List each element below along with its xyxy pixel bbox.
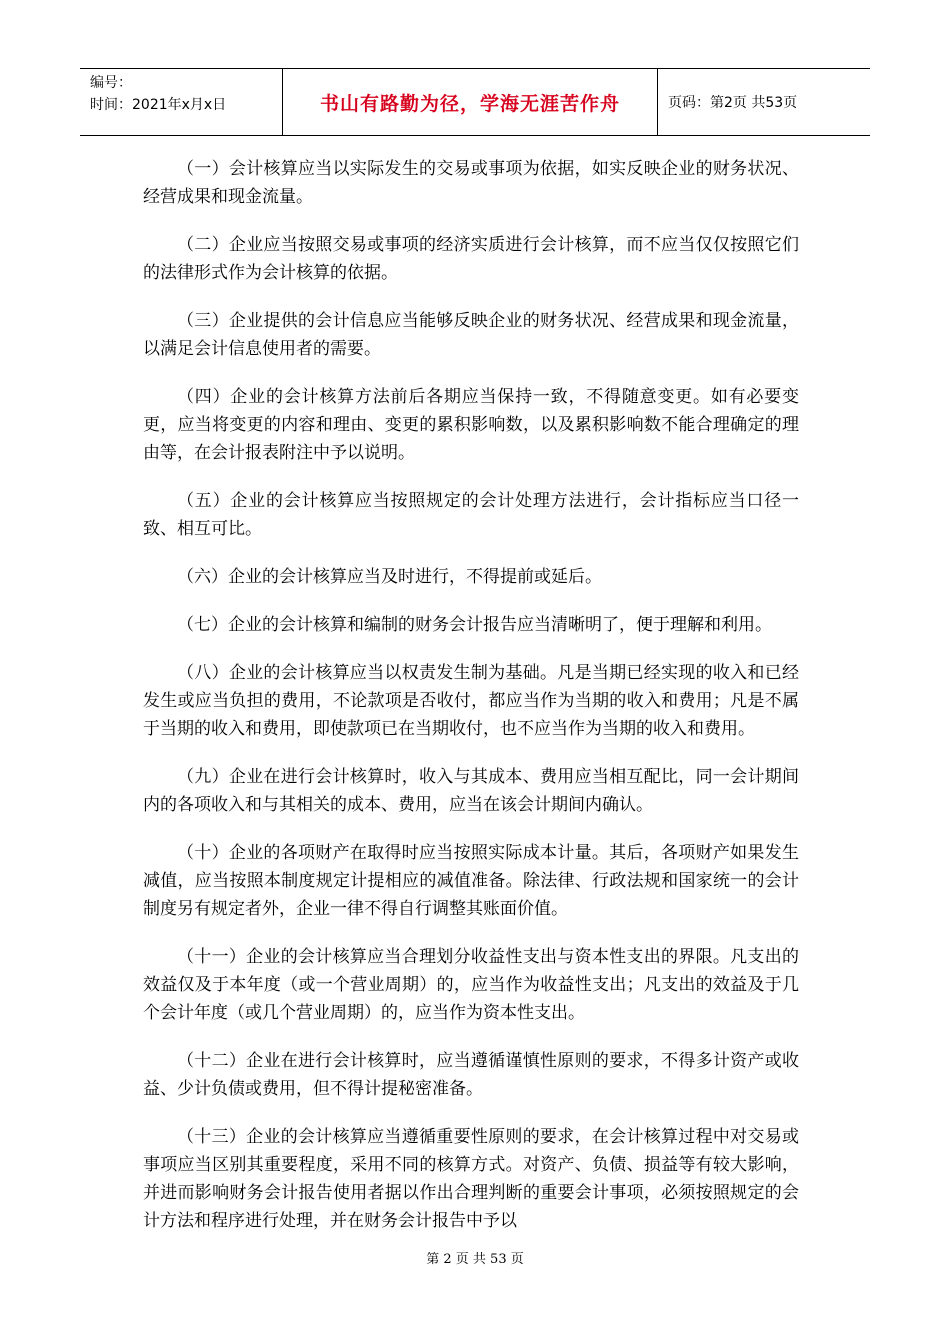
footer-page-number: 第 2 页 共 53 页 [426, 1252, 524, 1267]
document-body [143, 155, 799, 1255]
paragraph: （十）企业的各项财产在取得时应当按照实际成本计量。其后，各项财产如果发生减值，应当按照本制度规定计提相应的减值准备。除法律、行政法规和国家统一的会计制度另有规定者外，企业一律不得自行调整其账面价值。 [143, 843, 799, 919]
paragraph: （七）企业的会计核算和编制的财务会计报告应当清晰明了，便于理解和利用。 [177, 615, 772, 635]
document-number-label: 编号： [90, 75, 132, 91]
paragraph: （十三）企业的会计核算应当遵循重要性原则的要求，在会计核算过程中对交易或事项应当区别其重要程度，采用不同的核算方式。对资产、负债、损益等有较大影响，并进而影响财务会计报告使用者据以作出合理判断的重要会计事项，必须按照规定的会计方法和程序进行处理，并在财务会计报告中予以 [143, 1127, 799, 1231]
header-page-cell [658, 69, 870, 135]
header-motto-cell [283, 69, 658, 135]
paragraph: （一）会计核算应当以实际发生的交易或事项为依据，如实反映企业的财务状况、经营成果和现金流量。 [143, 159, 799, 207]
page-footer [0, 1248, 950, 1267]
paragraph: （五）企业的会计核算应当按照规定的会计处理方法进行，会计指标应当口径一致、相互可比。 [143, 491, 799, 539]
header-page-info: 页码：第2页 共53页 [668, 95, 798, 111]
paragraph: （十一）企业的会计核算应当合理划分收益性支出与资本性支出的界限。凡支出的效益仅及于本年度（或一个营业周期）的，应当作为收益性支出；凡支出的效益及于几个会计年度（或几个营业周期）的，应当作为资本性支出。 [143, 947, 799, 1023]
paragraph: （十二）企业在进行会计核算时，应当遵循谨慎性原则的要求，不得多计资产或收益、少计负债或费用，但不得计提秘密准备。 [143, 1051, 799, 1099]
paragraph: （四）企业的会计核算方法前后各期应当保持一致，不得随意变更。如有必要变更，应当将变更的内容和理由、变更的累积影响数，以及累积影响数不能合理确定的理由等，在会计报表附注中予以说明。 [143, 387, 799, 463]
paragraph: （三）企业提供的会计信息应当能够反映企业的财务状况、经营成果和现金流量，以满足会计信息使用者的需要。 [143, 311, 799, 359]
header-motto: 书山有路勤为径，学海无涯苦作舟 [319, 92, 620, 115]
paragraph: （二）企业应当按照交易或事项的经济实质进行会计核算，而不应当仅仅按照它们的法律形式作为会计核算的依据。 [143, 235, 799, 283]
paragraph: （八）企业的会计核算应当以权责发生制为基础。凡是当期已经实现的收入和已经发生或应当负担的费用，不论款项是否收付，都应当作为当期的收入和费用；凡是不属于当期的收入和费用，即使款项已在当期收付，也不应当作为当期的收入和费用。 [143, 663, 799, 739]
header-meta-cell [80, 69, 283, 135]
document-date: 时间：2021年x月x日 [90, 97, 227, 113]
paragraph: （九）企业在进行会计核算时，收入与其成本、费用应当相互配比，同一会计期间内的各项收入和与其相关的成本、费用，应当在该会计期间内确认。 [143, 767, 799, 815]
page-header [80, 68, 870, 136]
paragraph: （六）企业的会计核算应当及时进行，不得提前或延后。 [177, 567, 602, 587]
